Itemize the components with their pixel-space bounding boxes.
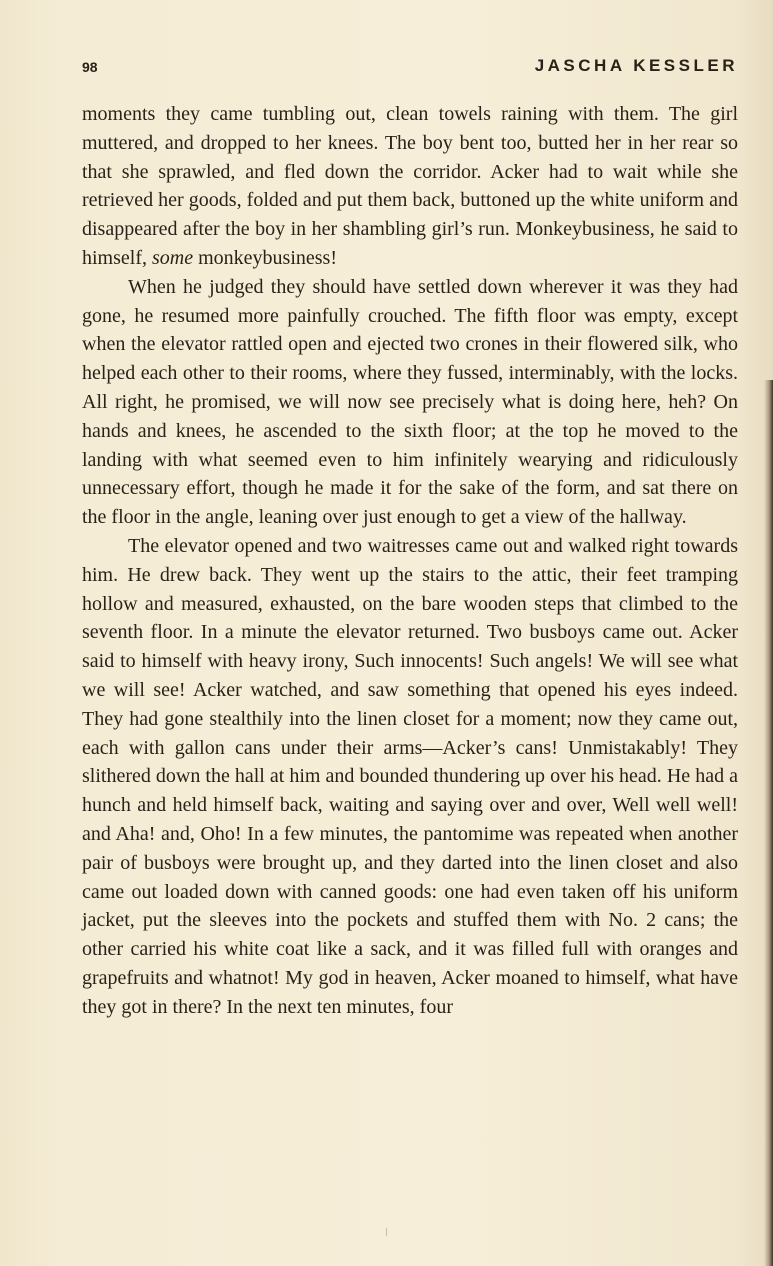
paragraph-3: The elevator opened and two waitresses came out and walked right towards him. He drew back. They went up the stairs to the attic, their feet tramping hollow and measured, exhausted, on the bare wooden steps that climbed to the seventh floor. In a minute the elevator returned. Two busboys came out. Acker said to himself with heavy irony, Such innocents! Such angels! We will see what we will see! Acker watched, and saw something that opened his eyes indeed. They had gone stealthily into the linen closet for a moment; now they came out, each with gallon cans under their arms—Acker’s cans! Unmistakably! They slithered down the hall at him and bounded thundering up over his head. He had a hunch and held himself back, waiting and saying over and over, Well well well! and Aha! and, Oho! In a few minutes, the pantomime was repeated when another pair of busboys were brought up, and they darted into the linen closet and also came out loaded down with canned goods: one had even taken off his uniform jacket, put the sleeves into the pockets and stuffed them with No. 2 cans; the other carried his white coat like a sack, and it was filled full with oranges and grapefruits and whatnot! My god in heaven, Acker moaned to himself, what have they got in there? In the next ten minutes, four <box>82 534 738 1018</box>
paper-speck <box>386 1228 387 1236</box>
running-head: JASCHA KESSLER <box>534 56 738 75</box>
paragraph-1-text-end: monkeybusiness! <box>193 246 337 269</box>
page-number: 98 <box>82 59 98 75</box>
paragraph-2: When he judged they should have settled down wherever it was they had gone, he resumed more painfully crouched. The fifth floor was empty, except when the elevator rattled open and ejected two crones in their flowered silk, who helped each other to their rooms, where they fussed, interminably, with the locks. All right, he promised, we will now see precisely what is doing here, heh? On hands and knees, he ascended to the sixth floor; at the top he moved to the landing with what seemed even to him infinitely wearying and ridiculously unnecessary effort, though he made it for the sake of the form, and sat there on the floor in the angle, leaning over just enough to get a view of the hallway. <box>82 275 738 529</box>
page-edge-shadow <box>764 380 773 1266</box>
paragraph-1-text-start: moments they came tumbling out, clean towels raining with them. The girl muttered, and dropped to her knees. The boy bent too, butted her in her rear so that she sprawled, and fled down the corridor. Acker had to wait while she retrieved her goods, folded and put them back, buttoned up the white uniform and disappeared after the boy in her shambling girl’s run. Monkeybusiness, he said to himself, <box>82 103 738 269</box>
emphasized-word: some <box>152 246 194 269</box>
page-header <box>82 56 738 82</box>
paragraph-1 <box>82 100 738 273</box>
body-text <box>82 100 738 1022</box>
